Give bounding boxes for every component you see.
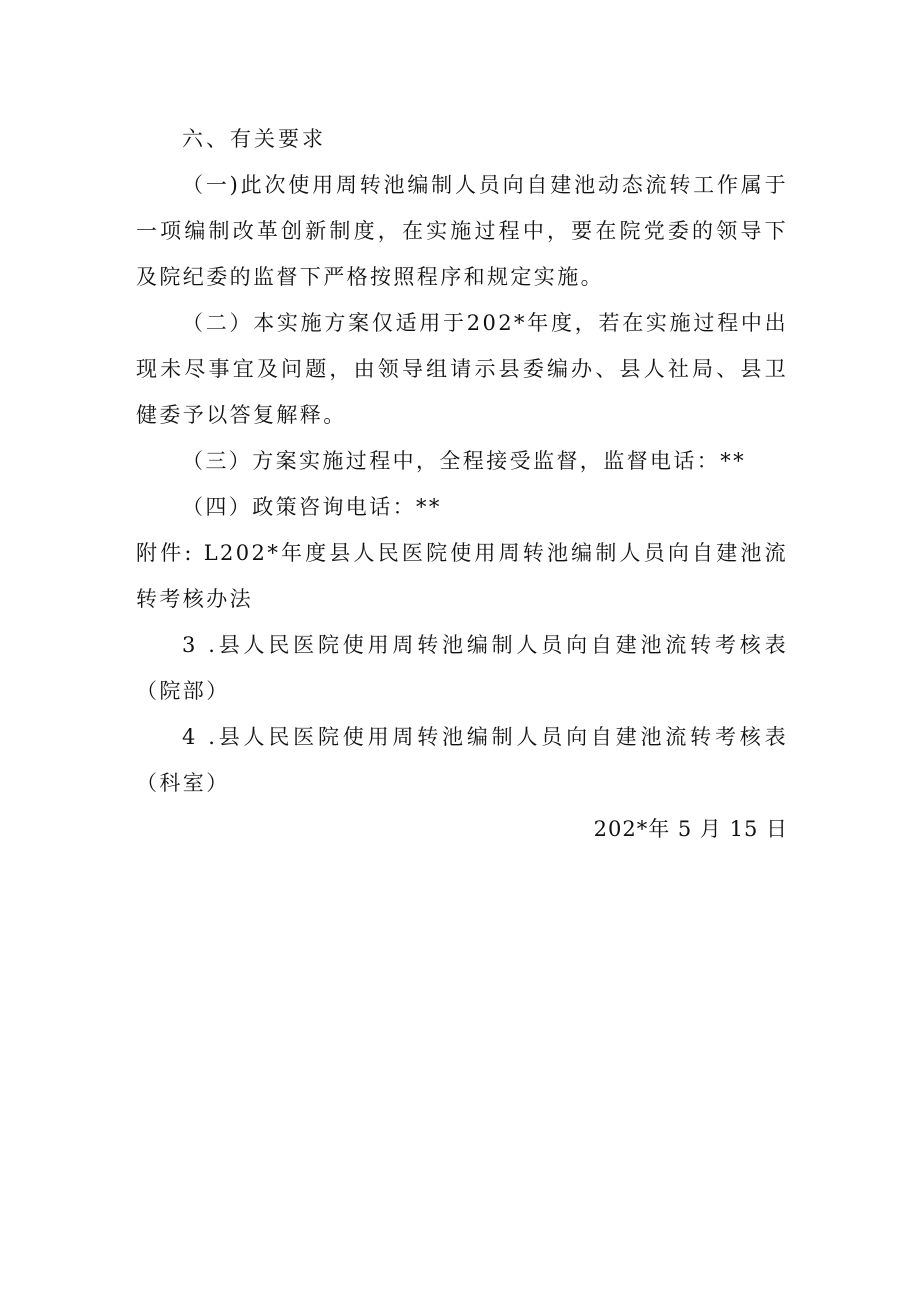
attachment-intro: 附件: L202*年度县人民医院使用周转池编制人员向自建池流转考核办法	[136, 541, 788, 611]
attachment-item-3: 3 .县人民医院使用周转池编制人员向自建池流转考核表（院部）	[136, 633, 788, 703]
requirement-paragraph-1: （一)此次使用周转池编制人员向自建池动态流转工作属于一项编制改革创新制度，在实施过程中，要在院党委的领导下及院纪委的监督下严格按照程序和规定实施。	[136, 173, 788, 289]
requirement-paragraph-2: （二）本实施方案仅适用于202*年度，若在实施过程中出现未尽事宜及问题，由领导组请示县委编办、县人社局、县卫健委予以答复解释。	[136, 311, 788, 427]
document-date: 202*年 5 月 15 日	[593, 817, 788, 841]
document-body	[136, 116, 788, 852]
requirement-paragraph-3: （三）方案实施过程中，全程接受监督，监督电话：**	[182, 449, 746, 473]
section-heading: 六、有关要求	[182, 127, 326, 151]
requirement-paragraph-4: （四）政策咨询电话：**	[182, 495, 442, 519]
attachment-item-4: 4 .县人民医院使用周转池编制人员向自建池流转考核表（科室）	[136, 725, 788, 795]
